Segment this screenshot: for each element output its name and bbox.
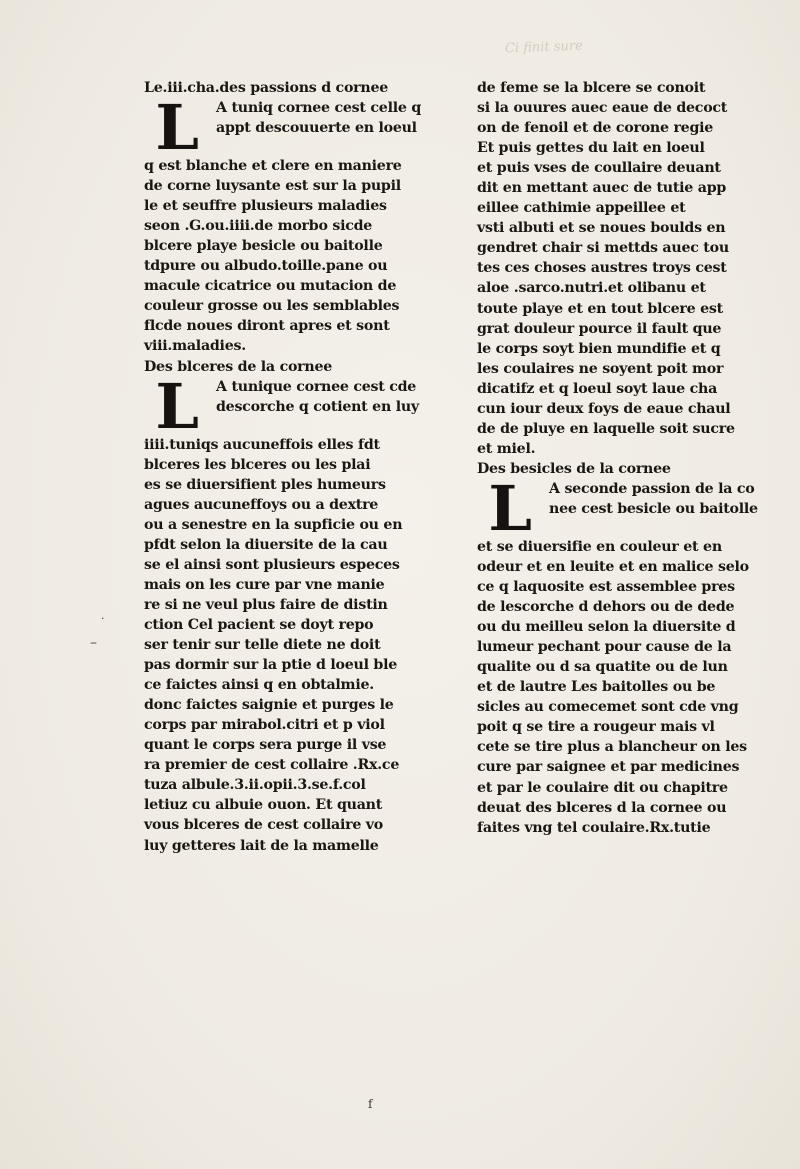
text-line: deuat des blceres d la cornee ou (477, 799, 727, 816)
text-line: on de fenoil et de corone regie (477, 120, 714, 137)
text-line: letiuz cu albuie ouon. Et quant (144, 797, 383, 814)
text-line: nee cest besicle ou baitolle (549, 500, 758, 517)
initial-block (477, 471, 789, 545)
text-line: vsti albuti et se noues boulds en (477, 220, 726, 237)
text-line: tuza albule.3.ii.opii.3.se.f.col (144, 777, 366, 794)
text-line: flcde noues diront apres et sont (144, 318, 390, 335)
initial-block (144, 91, 462, 165)
text-line: macule cicatrice ou mutacion de (144, 278, 397, 295)
chapter-heading: Le.iii.cha.des passions d cornee (144, 80, 388, 96)
text-line: de lescorche d dehors ou de dede (477, 599, 735, 616)
text-line: gendret chair si mettds auec tou (477, 240, 729, 257)
text-line: se el ainsi sont plusieurs especes (144, 556, 400, 573)
text-line: de de pluye en laquelle soit sucre (477, 420, 735, 437)
text-line: blceres les blceres ou les plai (144, 456, 371, 473)
margin-dot-mark: · (101, 612, 105, 625)
text-line: iiii.tuniqs aucuneffois elles fdt (144, 436, 380, 453)
text-line: les coulaires ne soyent poit mor (477, 360, 724, 377)
bleed-through-text: Ci finit sure (504, 38, 583, 57)
drop-cap-initial: L (155, 91, 199, 165)
text-line: poit q se tire a rougeur mais vl (477, 719, 715, 736)
text-line: Et puis gettes du lait en loeul (477, 140, 705, 157)
text-line: corps par mirabol.citri et p viol (144, 717, 385, 734)
text-line: blcere playe besicle ou baitolle (144, 238, 383, 255)
text-line: ce q laquosite est assemblee pres (477, 579, 735, 596)
text-line: eillee cathimie appeillee et (477, 200, 686, 217)
section-heading: Des besicles de la cornee (477, 460, 671, 477)
text-line: pfdt selon la diuersite de la cau (144, 536, 388, 553)
text-line: descorche q cotient en luy (216, 398, 419, 415)
text-line: viii.maladies. (144, 338, 246, 355)
drop-cap-initial: L (488, 471, 532, 545)
text-line: ra premier de cest collaire .Rx.ce (144, 757, 400, 774)
text-line: et par le coulaire dit ou chapitre (477, 779, 728, 796)
text-line: A seconde passion de la co (549, 480, 755, 497)
text-line: de corne luysante est sur la pupil (144, 178, 401, 195)
text-line: faites vng tel coulaire.Rx.tutie (477, 819, 711, 836)
text-line: appt descouuerte en loeul (216, 120, 417, 137)
text-line: cun iour deux foys de eaue chaul (477, 400, 731, 417)
text-line: et se diuersifie en couleur et en (477, 538, 722, 555)
text-line: cete se tire plus a blancheur on les (477, 739, 747, 756)
text-line: ction Cel pacient se doyt repo (144, 616, 374, 633)
text-line: aloe .sarco.nutri.et olibanu et (477, 280, 706, 297)
text-line: le et seuffre plusieurs maladies (144, 198, 387, 215)
text-line: A tuniq cornee cest celle q (216, 100, 421, 117)
text-line: tdpure ou albudo.toille.pane ou (144, 258, 388, 275)
text-line: dit en mettant auec de tutie app (477, 180, 727, 197)
left-column (144, 78, 462, 856)
text-line: donc faictes saignie et purges le (144, 697, 394, 714)
text-line: dicatifz et q loeul soyt laue cha (477, 380, 718, 397)
text-line: luy getteres lait de la mamelle (144, 837, 379, 854)
text-line: ser tenir sur telle diete ne doit (144, 637, 381, 654)
text-line: es se diuersifient ples humeurs (144, 476, 386, 493)
text-line: A tunique cornee cest cde (216, 378, 417, 395)
text-line: et de lautre Les baitolles ou be (477, 679, 716, 696)
section-heading: Des blceres de la cornee (144, 358, 333, 375)
text-line: quant le corps sera purge il vse (144, 737, 387, 754)
text-line: re si ne veul plus faire de distin (144, 596, 388, 613)
text-line: seon .G.ou.iiii.de morbo sicde (144, 218, 373, 235)
text-line: mais on les cure par vne manie (144, 576, 385, 593)
text-line: et puis vses de coullaire deuant (477, 160, 721, 177)
initial-block (144, 369, 462, 443)
right-column (477, 78, 789, 838)
text-line: agues aucuneffoys ou a dextre (144, 496, 379, 513)
text-line: q est blanche et clere en maniere (144, 158, 402, 175)
text-line: si la ouures auec eaue de decoct (477, 100, 728, 117)
text-line: odeur et en leuite et en malice selo (477, 558, 749, 575)
margin-dash-mark: – (90, 635, 97, 651)
text-line: cure par saignee et par medicines (477, 759, 740, 776)
text-line: de feme se la blcere se conoit (477, 80, 706, 96)
text-line: grat douleur pource il fault que (477, 320, 722, 337)
text-line: couleur grosse ou les semblables (144, 298, 400, 315)
text-line: vous blceres de cest collaire vo (144, 817, 383, 834)
text-line: pas dormir sur la ptie d loeul ble (144, 657, 397, 674)
text-line: lumeur pechant pour cause de la (477, 639, 732, 656)
text-line: toute playe et en tout blcere est (477, 300, 723, 317)
text-line: tes ces choses austres troys cest (477, 260, 727, 277)
drop-cap-initial: L (155, 369, 199, 443)
text-line: ou a senestre en la supficie ou en (144, 516, 403, 533)
text-line: le corps soyt bien mundifie et q (477, 340, 721, 357)
text-line: ce faictes ainsi q en obtalmie. (144, 677, 374, 694)
footer-mark: f (368, 1097, 373, 1111)
text-line: et miel. (477, 440, 536, 457)
text-line: qualite ou d sa quatite ou de lun (477, 659, 728, 676)
text-line: sicles au comecemet sont cde vng (477, 699, 739, 716)
text-line: ou du meilleu selon la diuersite d (477, 619, 736, 636)
